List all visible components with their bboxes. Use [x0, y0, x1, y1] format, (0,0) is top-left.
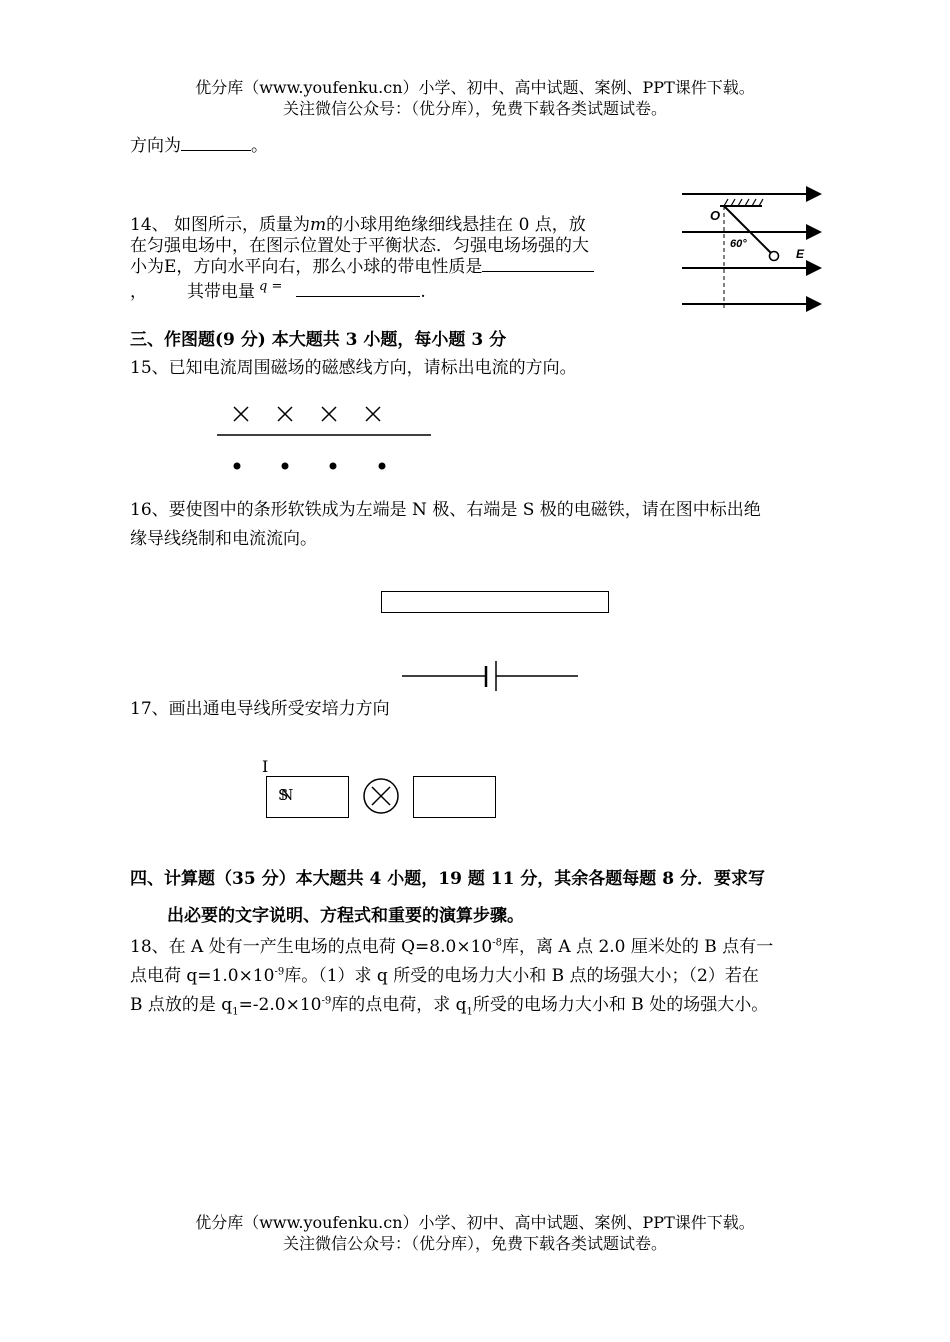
q14-line-4: ， 其带电量 $^{q =}$ . [130, 279, 426, 302]
q-label: q = [259, 279, 283, 294]
q15-text: 15、已知电流周围磁场的磁感线方向，请标出电流的方向。 [130, 358, 577, 378]
header-line-1: 优分库（www.youfenku.cn）小学、初中、高中试题、案例、PPT课件下载。 [195, 78, 755, 97]
q14-line-1: 14、 如图所示，质量为m的小球用绝缘细线悬挂在 0 点，放 [130, 215, 586, 235]
section-4-line-2: 出必要的文字说明、方程式和重要的演算步骤。 [167, 906, 524, 926]
q17-text: 17、画出通电导线所受安培力方向 [130, 699, 390, 719]
q13-tail: 方向为 。 [130, 136, 268, 156]
q18-line-1: 18、在 A 处有一产生电场的点电荷 $Q=8.0\times 10^{-8}$库，离 A 点 2.0 厘米处的 B 点有一 [130, 937, 774, 957]
label-e: E [796, 247, 805, 261]
magnet-left [266, 776, 349, 818]
q18-line-3: B 点放的是 $q_1=-2.0\times 10^{-9}$库的点电荷，求 $q_1$所受的电场力大小和 B 处的场强大小。 [130, 995, 769, 1018]
header-line-2: 关注微信公众号：（优分库），免费下载各类试题试卷。 [282, 99, 667, 118]
cross-symbols [234, 407, 380, 421]
label-o: O [710, 208, 721, 223]
section-4-line-1: 四、计算题（35 分）本大题共 4 小题，19 题 11 分，其余各题每题 8 分．要求写 [130, 869, 765, 889]
current-label: I [262, 757, 269, 776]
answer-blank[interactable] [296, 281, 420, 297]
q15-figure [215, 400, 435, 476]
q16-line-1: 16、要使图中的条形软铁成为左端是 N 极、右端是 S 极的电磁铁，请在图中标出绝 [130, 500, 761, 520]
label-angle: 60° [730, 238, 747, 250]
footer-line-2: 关注微信公众号：（优分库），免费下载各类试题试卷。 [282, 1234, 667, 1253]
ball [770, 252, 779, 261]
ceiling-hatch [724, 199, 763, 206]
q18-line-2: 点电荷 $q=1.0\times 10^{-9}$库。（1）求 q 所受的电场力大小和 B 点的场强大小；（2）若在 [130, 966, 759, 986]
section-3-title: 三、作图题(9 分) 本大题共 3 小题，每小题 3 分 [130, 330, 507, 350]
battery-circuit [400, 660, 580, 692]
q16-line-2: 缘导线绕制和电流流向。 [130, 529, 317, 549]
soft-iron-bar [381, 591, 609, 613]
footer-line-1: 优分库（www.youfenku.cn）小学、初中、高中试题、案例、PPT课件下载。 [195, 1213, 755, 1232]
dot-symbols [234, 463, 386, 470]
q14-line-2: 在匀强电场中，在图示位置处于平衡状态．匀强电场场强的大 [130, 236, 589, 256]
answer-blank[interactable] [181, 135, 251, 151]
answer-blank[interactable] [482, 256, 594, 272]
magnet-label: SN [278, 786, 286, 804]
q14-field-figure [676, 186, 828, 312]
q14-line-3: 小为E，方向水平向右，那么小球的带电性质是 [130, 256, 594, 278]
current-into-page-symbol [362, 777, 400, 815]
magnet-right [413, 776, 496, 818]
